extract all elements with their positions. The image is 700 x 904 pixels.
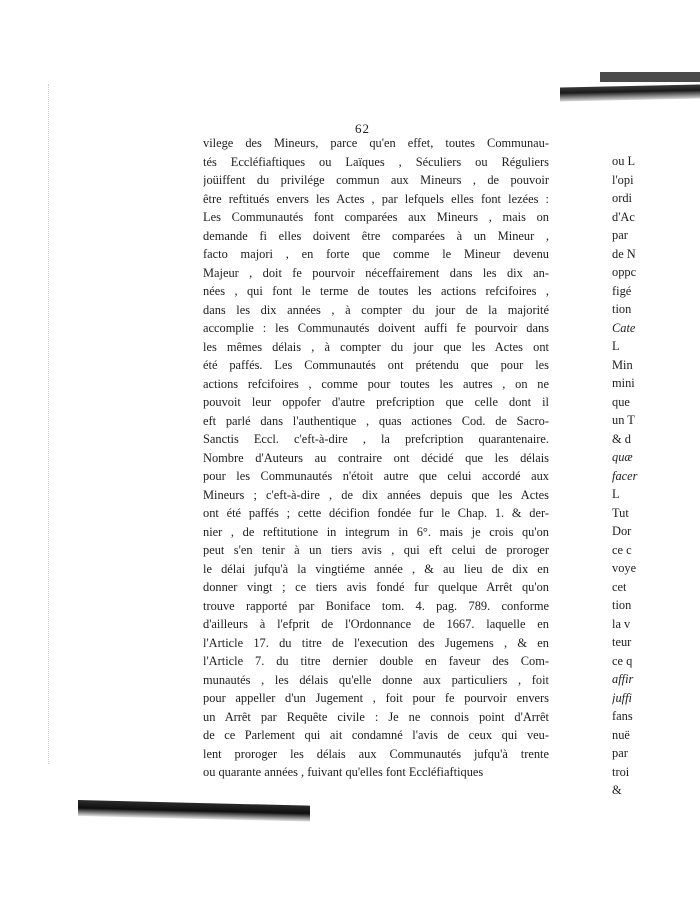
fragment-line: tion xyxy=(612,598,632,612)
text-line: Les Communautés font comparées aux Mineurs , mais on xyxy=(203,210,549,224)
main-text-column xyxy=(203,134,549,782)
text-line: de ce Parlement qui ait condamné l'avis de ceux qui veu- xyxy=(203,728,549,742)
text-line: peut s'en tenir à un tiers avis , qui eft celui de proroger xyxy=(203,543,549,557)
scan-shadow-bottom-edge xyxy=(78,800,310,822)
fragment-line: Dor xyxy=(612,524,632,538)
fragment-line: Tut xyxy=(612,505,629,520)
fragment-line: d'Ac xyxy=(612,209,635,224)
text-line: le délai jufqu'à la vingtiéme année , & au lieu de dix en xyxy=(203,561,549,576)
text-line: ont été paffés ; cette décifion fondée fur le Chap. 1. & der- xyxy=(203,506,549,520)
fragment-line: mini xyxy=(612,376,635,390)
fragment-line: troi xyxy=(612,764,630,779)
scan-shadow-top xyxy=(600,72,700,82)
text-line: les mêmes délais , à compter du jour que les Actes ont xyxy=(203,339,549,354)
text-line: l'Article 7. du titre dernier double en faveur des Com- xyxy=(203,654,549,668)
text-line: Majeur , doit fe pourvoir néceffairement dans les dix an- xyxy=(203,265,549,280)
fragment-line: par xyxy=(612,746,628,760)
text-line: été paffés. Les Communautés ont prétendu que pour les xyxy=(203,358,549,372)
fragment-line: ou L xyxy=(612,154,636,168)
fragment-line: Cate xyxy=(612,320,636,335)
text-line: munautés , les délais qu'elle donne aux particuliers , foit xyxy=(203,672,549,687)
fragment-line: L xyxy=(612,487,620,501)
text-line: lent proroger les délais aux Communautés jufqu'à trente xyxy=(203,746,549,761)
fragment-line: teur xyxy=(612,635,632,649)
fragment-line: & d xyxy=(612,431,631,446)
fragment-line: voye xyxy=(612,561,637,575)
text-line: d'ailleurs à l'efprit de l'Ordonnance de 1667. laquelle en xyxy=(203,617,549,631)
fragment-line: cet xyxy=(612,579,627,594)
fragment-line: l'opi xyxy=(612,172,634,187)
fragment-line: de N xyxy=(612,246,636,261)
text-line: eft parlé dans l'authentique , quas actiones Cod. de Sacro- xyxy=(203,413,549,428)
fragment-line: nuë xyxy=(612,727,630,742)
text-line: demande fi elles doivent être comparées à un Mineur , xyxy=(203,228,549,243)
text-line: être reftitués envers les Actes , par lefquels elles font lezées : xyxy=(203,191,549,206)
fragment-line: fans xyxy=(612,709,633,723)
facing-page-fragment xyxy=(612,152,700,800)
fragment-line: que xyxy=(612,394,630,409)
fragment-line: oppc xyxy=(612,265,637,279)
text-line: pouvoit leur oppofer d'autre prefcription que celle dont il xyxy=(203,395,549,409)
text-line: vilege des Mineurs, parce qu'en effet, toutes Communau- xyxy=(203,136,549,150)
fragment-line: L xyxy=(612,339,620,353)
fragment-line: un T xyxy=(612,413,635,427)
text-line: nées , qui font le terme de toutes les actions refcifoires , xyxy=(203,284,549,298)
text-line: facto majori , en forte que comme le Mineur devenu xyxy=(203,247,549,261)
fragment-line: affir xyxy=(612,672,634,686)
text-line: accomplie : les Communautés doivent auffi fe pourvoir dans xyxy=(203,321,549,335)
text-line: actions refcifoires , comme pour toutes les autres , on ne xyxy=(203,376,549,391)
text-line: un Arrêt par Requête civile : Je ne connois point d'Arrêt xyxy=(203,709,549,724)
scan-shadow-top-edge xyxy=(560,85,700,102)
fragment-line: la v xyxy=(612,616,631,631)
text-line: Sanctis Eccl. c'eft-à-dire , la prefcription quarantenaire. xyxy=(203,432,549,446)
page-number: 62 xyxy=(355,121,370,136)
text-line: dans les dix années , à compter du jour de la majorité xyxy=(203,302,549,317)
fragment-line: quæ xyxy=(612,450,633,464)
fragment-line: facer xyxy=(612,468,638,483)
fragment-line: juffi xyxy=(612,690,632,705)
fragment-line: tion xyxy=(612,302,632,316)
text-line: pour appeller d'un Jugement , foit pour fe pourvoir envers xyxy=(203,691,549,705)
fragment-line: ce q xyxy=(612,653,633,668)
left-margin-gutter xyxy=(48,84,57,764)
fragment-line: ordi xyxy=(612,191,632,205)
text-line: l'Article 17. du titre de l'execution des Jugemens , & en xyxy=(203,635,549,650)
text-line: donner vingt ; ce tiers avis fondé fur quelque Arrêt qu'on xyxy=(203,580,549,594)
fragment-line: & xyxy=(612,783,622,797)
text-line: tés Eccléfiaftiques ou Laïques , Séculiers ou Réguliers xyxy=(203,154,549,169)
fragment-line: par xyxy=(612,228,628,242)
fragment-line: figé xyxy=(612,283,632,298)
fragment-line: ce c xyxy=(612,542,632,557)
text-line: Nombre d'Auteurs au contraire ont décidé que les délais xyxy=(203,450,549,465)
fragment-line: Min xyxy=(612,357,633,372)
text-line: joüiffent du privilége commun aux Mineurs , de pouvoir xyxy=(203,173,549,187)
text-line: nier , de reftitutione in integrum in 6°. mais je crois qu'on xyxy=(203,524,549,539)
text-line: ou quarante années , fuivant qu'elles font Eccléfiaftiques xyxy=(203,765,484,779)
text-line: pour les Communautés n'étoit autre que celui accordé aux xyxy=(203,469,549,483)
text-line: trouve rapporté par Boniface tom. 4. pag. 789. conforme xyxy=(203,598,549,613)
text-line: Mineurs ; c'eft-à-dire , de dix années depuis que les Actes xyxy=(203,487,549,502)
